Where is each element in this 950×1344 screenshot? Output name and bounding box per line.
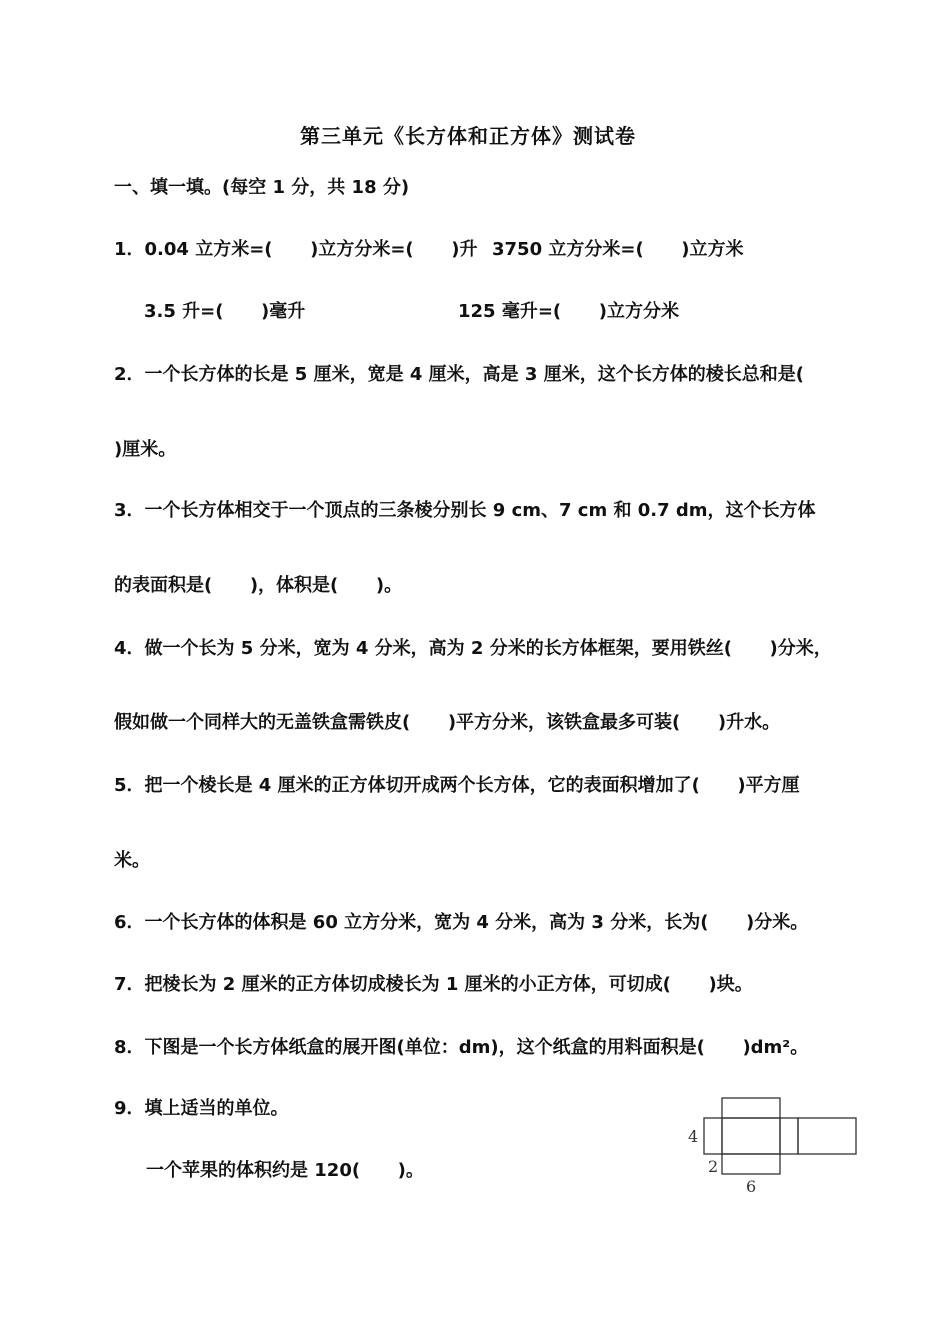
question-2-line-1: 2．一个长方体的长是 5 厘米，宽是 4 厘米，高是 3 厘米，这个长方体的棱长总和是( bbox=[114, 364, 804, 385]
net-label-width: 2 bbox=[708, 1157, 719, 1176]
question-9-line-1: 9．填上适当的单位。 bbox=[114, 1098, 289, 1119]
question-5-line-1: 5．把一个棱长是 4 厘米的正方体切开成两个长方体，它的表面积增加了( )平方厘 bbox=[114, 775, 800, 796]
net-face-right bbox=[780, 1118, 798, 1154]
net-face-bottom bbox=[722, 1154, 780, 1174]
question-9-line-2: 一个苹果的体积约是 120( )。 bbox=[146, 1160, 424, 1181]
question-3-line-1: 3．一个长方体相交于一个顶点的三条棱分别长 9 cm、7 cm 和 0.7 dm，这个长方体 bbox=[114, 500, 816, 521]
question-1-part-a: 1．0.04 立方米=( )立方分米=( )升 bbox=[114, 239, 478, 260]
section-heading: 一、填一填。(每空 1 分，共 18 分) bbox=[114, 177, 410, 198]
page-title: 第三单元《长方体和正方体》测试卷 bbox=[300, 124, 636, 148]
question-1-part-b: 3750 立方分米=( )立方米 bbox=[492, 239, 744, 260]
net-label-length: 6 bbox=[746, 1177, 757, 1196]
question-5-line-2: 米。 bbox=[114, 850, 150, 871]
question-6: 6．一个长方体的体积是 60 立方分米，宽为 4 分米，高为 3 分米，长为( )分米。 bbox=[114, 912, 809, 933]
question-2-line-2: )厘米。 bbox=[114, 439, 177, 460]
question-8: 8．下图是一个长方体纸盒的展开图(单位：dm)，这个纸盒的用料面积是( )dm²。 bbox=[114, 1037, 809, 1058]
net-face-front bbox=[722, 1118, 780, 1154]
net-face-top bbox=[722, 1098, 780, 1118]
question-1-part-c: 3.5 升=( )毫升 bbox=[144, 301, 306, 322]
question-3-line-2: 的表面积是( )，体积是( )。 bbox=[114, 575, 403, 596]
question-1-part-d: 125 毫升=( )立方分米 bbox=[458, 301, 679, 322]
net-label-height: 4 bbox=[688, 1127, 699, 1146]
question-7: 7．把棱长为 2 厘米的正方体切成棱长为 1 厘米的小正方体，可切成( )块。 bbox=[114, 974, 753, 995]
question-4-line-1: 4．做一个长为 5 分米，宽为 4 分米，高为 2 分米的长方体框架，要用铁丝( )分米， bbox=[114, 638, 832, 659]
net-face-back bbox=[798, 1118, 856, 1154]
question-4-line-2: 假如做一个同样大的无盖铁盒需铁皮( )平方分米，该铁盒最多可装( )升水。 bbox=[114, 712, 781, 733]
net-face-left bbox=[704, 1118, 722, 1154]
box-net-figure bbox=[684, 1090, 864, 1200]
